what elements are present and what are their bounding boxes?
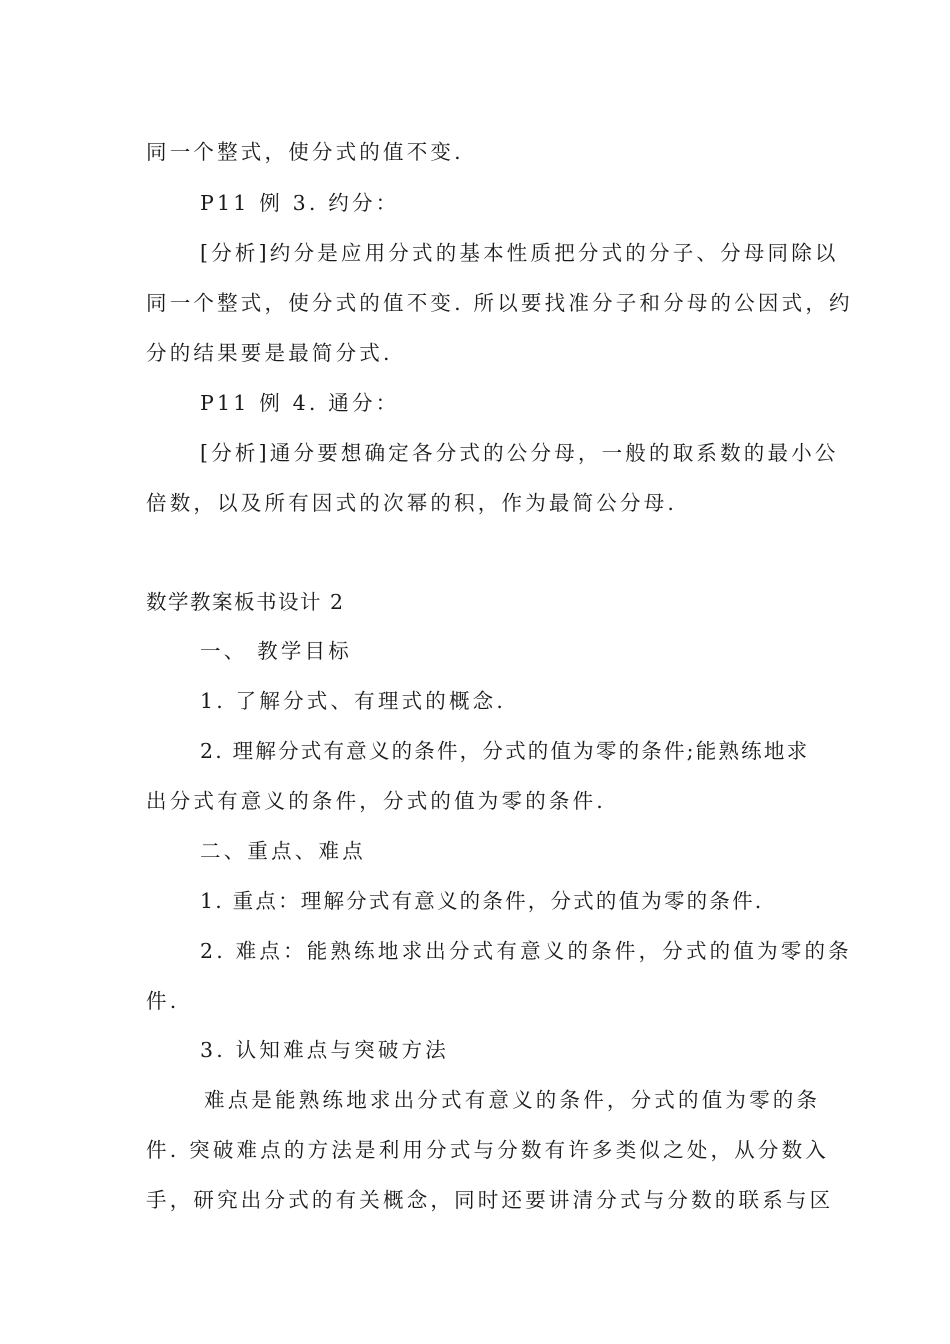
paragraph-line: [分析]通分要想确定各分式的公分母，一般的取系数的最小公 <box>200 441 839 465</box>
paragraph-line: 出分式有意义的条件，分式的值为零的条件. <box>146 789 607 813</box>
example-heading: P11 例 3. 约分： <box>200 191 400 215</box>
paragraph-line: [分析]约分是应用分式的基本性质把分式的分子、分母同除以 <box>200 241 839 265</box>
paragraph-line: 同一个整式，使分式的值不变. 所以要找准分子和分母的公因式，约 <box>146 291 853 315</box>
paragraph-line: 分的结果要是最简分式. <box>146 341 393 365</box>
section-title: 数学教案板书设计 2 <box>146 590 345 614</box>
list-item: 1. 了解分式、有理式的概念. <box>200 689 507 713</box>
list-item: 1. 重点：理解分式有意义的条件，分式的值为零的条件. <box>200 889 764 913</box>
list-item: 3. 认知难点与突破方法 <box>200 1038 449 1062</box>
list-item: 2. 理解分式有意义的条件，分式的值为零的条件;能熟练地求 <box>200 739 810 763</box>
paragraph-line: 倍数，以及所有因式的次幂的积，作为最简公分母. <box>146 491 678 515</box>
section-heading: 一、 教学目标 <box>200 639 352 663</box>
list-item: 2. 难点：能熟练地求出分式有意义的条件，分式的值为零的条 <box>200 939 852 963</box>
example-heading: P11 例 4. 通分： <box>200 391 400 415</box>
paragraph-line: 手，研究出分式的有关概念，同时还要讲清分式与分数的联系与区 <box>146 1188 834 1212</box>
paragraph-line: 难点是能熟练地求出分式有意义的条件，分式的值为零的条 <box>204 1088 821 1112</box>
section-heading: 二、重点、难点 <box>200 839 366 863</box>
paragraph-line: 同一个整式，使分式的值不变. <box>146 140 464 164</box>
paragraph-line: 件. <box>146 989 180 1013</box>
paragraph-line: 件. 突破难点的方法是利用分式与分数有许多类似之处，从分数入 <box>146 1138 830 1162</box>
